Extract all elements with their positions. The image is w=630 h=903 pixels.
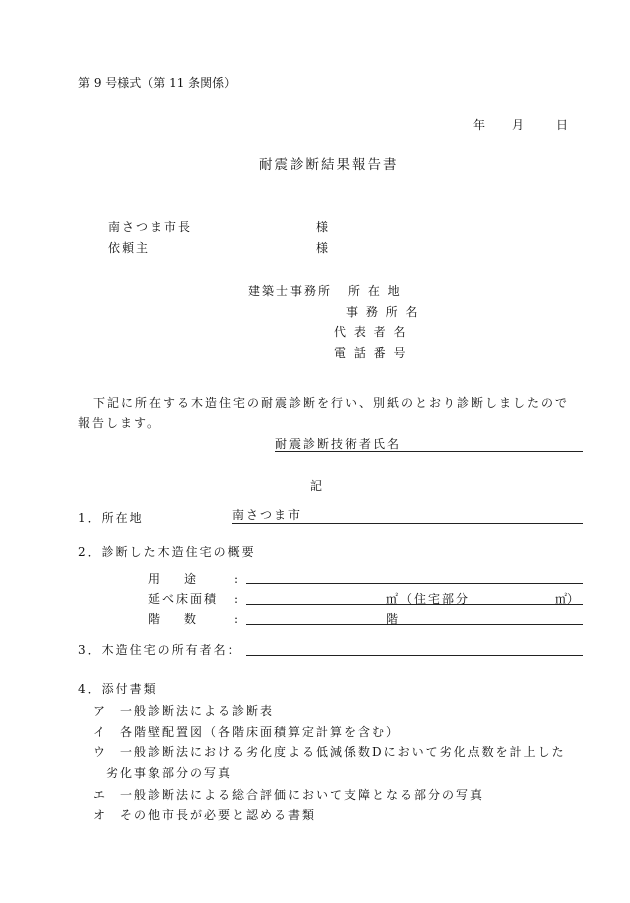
attachment-text-u: 一般診断法における劣化度よる低減係数Dにおいて劣化点数を計上した: [120, 745, 566, 759]
attachment-text-a: 一般診断法による診断表: [120, 704, 275, 718]
floors-colon: :: [234, 612, 239, 626]
area-label: 延べ床面積: [148, 592, 219, 606]
area-unit-close: ㎡）: [555, 592, 580, 606]
office-rep-label: 代 表 者 名: [334, 325, 408, 339]
date-day: 日: [556, 118, 569, 132]
use-colon: :: [234, 572, 239, 586]
document-title: 耐震診断結果報告書: [259, 157, 399, 173]
body-text-line2: 報告します。: [78, 416, 162, 430]
form-number: 第 9 号様式（第 11 条関係）: [78, 76, 237, 90]
floors-field[interactable]: [246, 624, 583, 625]
attachment-text-e: 一般診断法による総合評価において支障となる部分の写真: [120, 788, 485, 802]
attachment-mark-u: ウ: [93, 745, 106, 759]
use-label: 用 途: [148, 572, 197, 586]
technician-name-field[interactable]: [275, 451, 583, 452]
location-value: 南さつま市: [232, 508, 303, 522]
attachment-mark-a: ア: [93, 704, 106, 718]
owner-field[interactable]: [246, 655, 583, 656]
attachment-text-o: その他市長が必要と認める書類: [120, 808, 317, 822]
addressee-client: 依頼主: [108, 241, 151, 255]
attachment-mark-i: イ: [93, 725, 106, 739]
office-name-label: 事 務 所 名: [346, 305, 420, 319]
ki-heading: 記: [310, 479, 323, 493]
attachment-mark-e: エ: [93, 788, 106, 802]
attachment-text-i: 各階壁配置図（各階床面積算定計算を含む）: [120, 725, 401, 739]
body-text-line1: 下記に所在する木造住宅の耐震診断を行い、別紙のとおり診断しましたので: [93, 396, 570, 410]
office-address-label: 所 在 地: [348, 284, 402, 298]
floors-label: 階 数: [148, 612, 197, 626]
location-field[interactable]: [232, 508, 583, 524]
area-colon: :: [234, 592, 239, 606]
date-year: 年: [473, 118, 486, 132]
technician-label: 耐震診断技術者氏名: [275, 437, 402, 451]
area-unit: ㎡（住宅部分: [386, 592, 471, 606]
section1-label: 1．所在地: [78, 511, 144, 525]
attachment-text-u-cont: 劣化事象部分の写真: [106, 766, 233, 780]
addressee-client-honorific: 様: [316, 241, 329, 255]
use-field[interactable]: [246, 583, 583, 584]
office-phone-label: 電 話 番 号: [334, 346, 408, 360]
office-label: 建築士事務所: [248, 284, 333, 298]
addressee-mayor: 南さつま市長: [108, 220, 193, 234]
section2-label: 2．診断した木造住宅の概要: [78, 545, 256, 559]
floors-unit: 階: [386, 612, 399, 626]
section4-label: 4．添付書類: [78, 682, 158, 696]
date-month: 月: [512, 118, 525, 132]
addressee-mayor-honorific: 様: [316, 220, 329, 234]
section3-label: 3．木造住宅の所有者名：: [78, 643, 242, 657]
attachment-mark-o: オ: [93, 808, 106, 822]
